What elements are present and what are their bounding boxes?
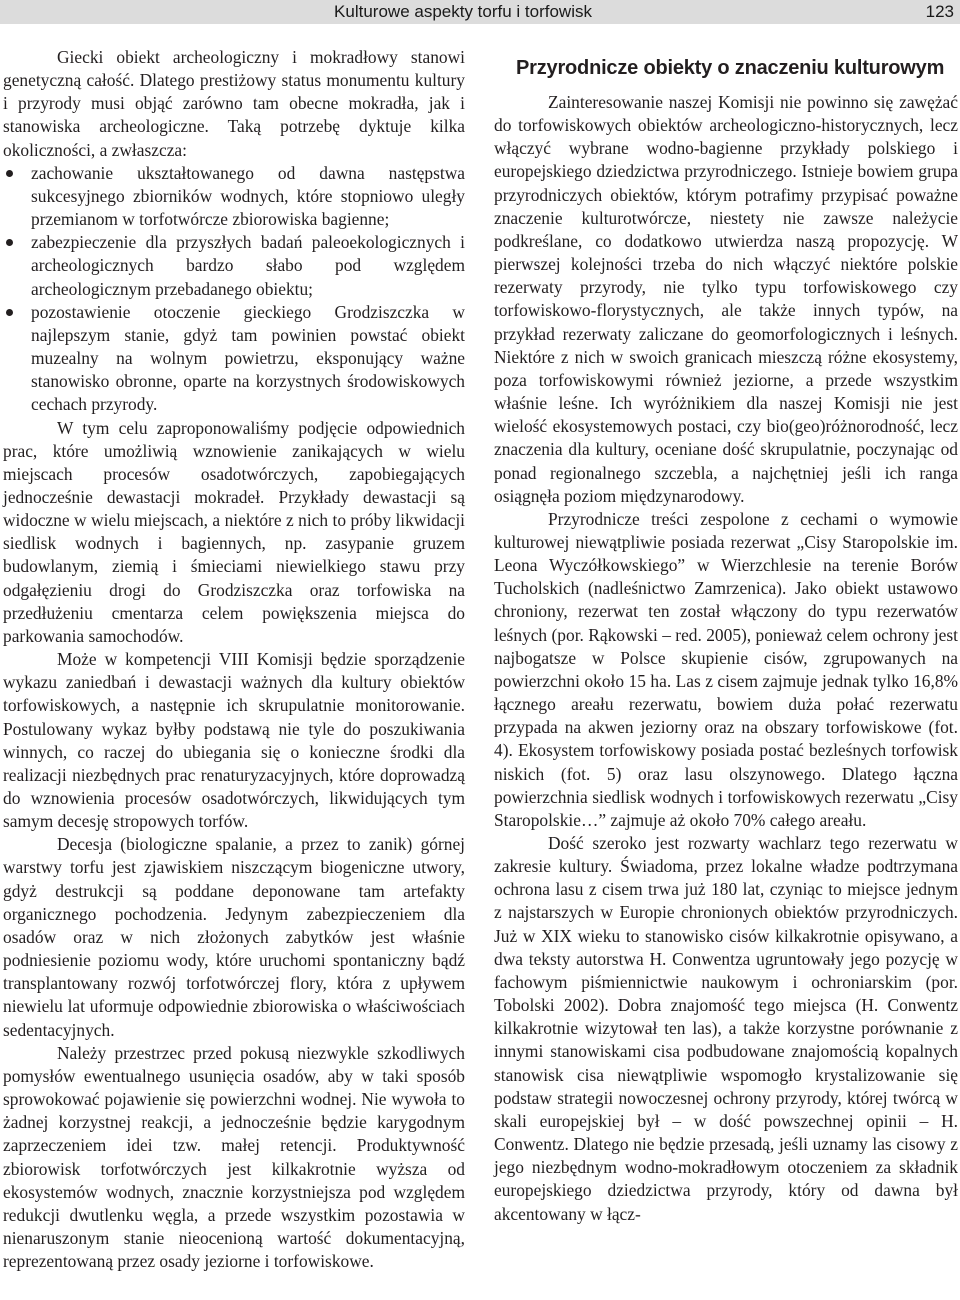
paragraph: Decesja (biologiczne spalanie, a przez to zanik) górnej warstwy torfu jest zjawiskiem niszczącym biogeniczne utwory, gdyż destrukcji są poddane deponowane tam artefakty organicznego pochodzenia. Jedynym zabezpieczeniem dla osadów oraz w nich złożonych zabytków jest właśnie podniesienie poziomu wody, które uruchomi spontaniczny bądź transplantowany rozwój torfotwórczej flory, która z upływem niewielu lat uformuje odpowiednie zbiorowiska o właściwościach sedentacyjnych. (3, 834, 465, 1040)
paragraph: Należy przestrzec przed pokusą niezwykle szkodliwych pomysłów ewentualnego usunięcia osadów, aby w taki sposób sprowokować pojawienie się powierzchni wodnej. Nie wywoła to żadnej korzystnej reakcji, a jednocześnie będzie karygodnym zaprzeczeniem idei tzw. małej retencji. Produktywność zbiorowisk torfotwórczych jest kilkakrotnie wyższa od ekosystemów wodnych, znacznie korzystniejsza pod względem redukcji dwutlenku węgla, a przede wszystkim pozostawia w nienaruszonym stanie nieocenioną wartość dokumentacyjną, reprezentowaną przez osady jeziorne i torfowiskowe. (3, 1042, 465, 1272)
page-number: 123 (925, 2, 954, 21)
list-item: zabezpieczenie dla przyszłych badań paleoekologicznych i archeologicznych bardzo słabo pod względem archeologicznym przebadanego obiektu; (3, 231, 465, 300)
paragraph: Może w kompetencji VIII Komisji będzie sporządzenie wykazu zaniedbań i dewastacji ważnych dla kultury obiektów torfowiskowych, a następnie ich skrupulatnie monitorowanie. Postulowany wykaz byłby podstawą nie tyle do poszukiwania winnych, co raczej do ubiegania się o konieczne środki dla realizacji niezbędnych prac renaturyzacyjnych, które doprowadzą do wznowienia procesów osadotwórczych, likwidujących tym samym decesję stropowych torfów. (3, 649, 465, 832)
paragraph: Przyrodnicze treści zespolone z cechami o wymowie kulturowej niewątpliwie posiada rezerwat „Cisy Staropolskie im. Leona Wyczółkowskiego” w Wierzchlesie na terenie Borów Tucholskich (nadleśnictwo Zamrzenica). Jako obiekt ustawowo chroniony, rezerwat ten został włączony do typu rezerwatów leśnych (por. Rąkowski – red. 2005), ponieważ celem ochrony jest najbogatsze w Polsce skupienie cisów, zgrupowanych na powierzchni około 15 ha. Las z cisem zajmuje jednak tylko 16,8% łącznego areału rezerwatu, bowiem duża połać rezerwatu przypada na akwen jeziorny oraz na obszary torfowiskowe (fot. 4). Ekosystem torfowiskowy posiada postać bezleśnych torfowisk niskich (fot. 5) oraz lasu olszynowego. Dlatego łączna powierzchnia siedlisk wodnych i torfowiskowych rezerwatu „Cisy Staropolskie…” zajmuje aż około 70% całego areału. (494, 508, 958, 830)
paragraph: Giecki obiekt archeologiczny i mokradłowy stanowi genetyczną całość. Dlatego prestiżowy status monumentu kultury i przyrody musi objąć zarówno tam obecne mokradła, jak i stanowiska archeologiczne. Taką potrzebę dyktuje kilka okoliczności, a zwłaszcza: (3, 47, 465, 160)
paragraph: Dość szeroko jest rozwarty wachlarz tego rezerwatu w zakresie kultury. Świadoma, przez lokalne władze podtrzymana ochrona lasu z cisem trwa już 180 lat, czyniąc to miejsce jednym z najstarszych w Europie chronionych obiektów przyrodniczych. Już w XIX wieku to stanowisko cisów kilkakrotnie opisywano, a dwa teksty autorstwa H. Conwentza ugruntowały jego pozycję w fachowym piśmiennictwie naukowym i ochroniarskim (por. Tobolski 2002). Dobra znajomość tego miejsca (H. Conwentz kilkakrotnie wizytował ten las), a także korzystne porównanie z innymi stanowiskami cisa podbudowane znajomością kopalnych stanowisk cisa niewątpliwie wspomogło krystalizowanie się podstaw strategii nowoczesnej ochrony przyrody, której twórcą w skali europejskiej był – w dość powszechnej opinii – H. Conwentz. Dlatego nie będzie przesadą, jeśli uznamy las cisowy z jego niezbędnym wodno-mokradłowym otoczeniem za składnik europejskiego dziedzictwa przyrody, który od dawna był akcentowany w łącz- (494, 833, 958, 1224)
left-column (3, 46, 465, 1273)
list-item: pozostawienie otoczenie gieckiego Grodziszczka w najlepszym stanie, gdyż tam powinien powstać obiekt muzealny na wolnym powietrzu, eksponujący ważne stanowisko obronne, oparte na korzystnych środowiskowych cechach przyrody. (3, 301, 465, 417)
section-heading: Przyrodnicze obiekty o znaczeniu kulturowym (516, 57, 945, 79)
right-column (494, 55, 958, 1226)
paragraph: W tym celu zaproponowaliśmy podjęcie odpowiednich prac, które umożliwią wznowienie zanikających w wielu miejscach procesów osadotwórczych, zapobiegających jednocześnie dewastacji mokradeł. Przykłady dewastacji są widoczne w wielu miejscach, a niektóre z nich to próby likwidacji siedlisk wodnych i bagiennych, np. zasypanie gruzem budowlanym, ziemią i śmieciami niewielkiego stawu przy odgałęzieniu drogi do Grodziszczka oraz torfowiska na przedłużeniu cmentarza celem powiększenia miejsca do parkowania samochodów. (3, 417, 465, 646)
list-item: zachowanie ukształtowanego od dawna następstwa sukcesyjnego zbiorników wodnych, które stopniowo uległy przemianom w torfotwórcze zbiorowiska bagienne; (3, 162, 465, 231)
bullet-list (3, 162, 465, 417)
running-header (0, 0, 960, 24)
running-title: Kulturowe aspekty torfu i torfowisk (334, 2, 592, 21)
paragraph: Zainteresowanie naszej Komisji nie powinno się zawężać do torfowiskowych obiektów archeologiczno-historycznych, lecz włączyć wybrane wodno-bagienne przykłady polskiego i europejskiego dziedzictwa przyrodniczego. Istnieje bowiem grupa przyrodniczych obiektów, którym potrafimy przypisać poważne znaczenie kulturotwórcze, niestety nie zawsze należycie podkreślane, co dodatkowo utwierdza naszą propozycję. W pierwszej kolejności trzeba do nich włączyć niektóre polskie rezerwaty przyrody, nie tylko typu torfowiskowego czy torfowiskowo-florystycznych, ale także innych typów, na przykład rezerwaty zaliczane do geomorfologicznych i leśnych. Niektóre z nich w swoich granicach mieszczą różne ekosystemy, poza torfowiskowymi również jeziorne, a przede wszystkim właśnie leśne. Ich wyróżnikiem dla naszej Komisji nie jest wielość ekosystemowych postaci, czy bio(geo)różnorodność, lecz znaczenia dla kultury, oceniane dość skrupulatnie, poczynając od ponad regionalnego szczebla, a najchętniej jeśli ich ranga osiągnęła poziom międzynarodowy. (494, 92, 958, 506)
